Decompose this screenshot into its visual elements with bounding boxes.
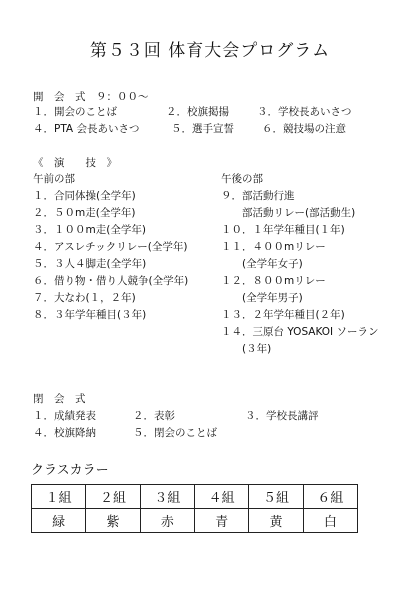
afternoon-item: １２．８００mリレー bbox=[221, 275, 326, 287]
class-cell: ３組 bbox=[140, 485, 194, 509]
afternoon-item: ９．部活動行進 bbox=[221, 190, 295, 202]
opening-item: ３．学校長あいさつ bbox=[257, 106, 352, 118]
closing-item: １．成績発表 bbox=[33, 410, 96, 422]
afternoon-item: (全学年男子) bbox=[242, 292, 303, 304]
afternoon-item: (全学年女子) bbox=[242, 258, 303, 270]
opening-item: １．開会のことば bbox=[33, 106, 117, 118]
closing-heading: 閉 会 式 bbox=[33, 393, 86, 405]
class-cell: １組 bbox=[32, 485, 86, 509]
afternoon-item: １４．三原台 YOSAKOI ソーラン bbox=[221, 326, 379, 338]
morning-item: ８．３年学年種目(３年) bbox=[33, 309, 147, 321]
opening-item: ５．選手宣誓 bbox=[171, 123, 234, 135]
page-title: 第５３回 体育大会プログラム bbox=[89, 41, 331, 61]
opening-item: ６．競技場の注意 bbox=[262, 123, 346, 135]
opening-heading: 開 会 式 ９：００～ bbox=[33, 91, 149, 103]
afternoon-item: １１．４００mリレー bbox=[221, 241, 326, 253]
morning-item: ７．大なわ(１，２年) bbox=[33, 292, 136, 304]
color-cell: 緑 bbox=[32, 509, 86, 533]
color-cell: 黄 bbox=[249, 509, 303, 533]
table-row bbox=[32, 509, 358, 533]
events-heading: 《 演 技 》 bbox=[33, 157, 117, 169]
color-cell: 紫 bbox=[86, 509, 140, 533]
class-colors-table bbox=[31, 484, 358, 533]
class-cell: ５組 bbox=[249, 485, 303, 509]
closing-item: ５．閉会のことば bbox=[133, 427, 217, 439]
table-row bbox=[32, 485, 358, 509]
color-cell: 白 bbox=[303, 509, 357, 533]
morning-item: ２．５０m走(全学年) bbox=[33, 207, 136, 219]
afternoon-label: 午後の部 bbox=[221, 173, 263, 185]
closing-item: ３．学校長講評 bbox=[245, 410, 319, 422]
morning-item: ６．借り物・借り人競争(全学年) bbox=[33, 275, 189, 287]
morning-label: 午前の部 bbox=[33, 173, 75, 185]
afternoon-item: １０．１年学年種目(１年) bbox=[221, 224, 345, 236]
class-cell: ６組 bbox=[303, 485, 357, 509]
color-cell: 赤 bbox=[140, 509, 194, 533]
class-cell: ４組 bbox=[194, 485, 248, 509]
closing-item: ４．校旗降納 bbox=[33, 427, 96, 439]
morning-item: １．合同体操(全学年) bbox=[33, 190, 136, 202]
morning-item: ３．１００m走(全学年) bbox=[33, 224, 146, 236]
opening-item: ２．校旗掲揚 bbox=[166, 106, 229, 118]
class-colors-heading: クラスカラー bbox=[31, 463, 109, 478]
afternoon-item: １３．２年学年種目(２年) bbox=[221, 309, 345, 321]
morning-item: ５．３人４脚走(全学年) bbox=[33, 258, 147, 270]
afternoon-item: 部活動リレー(部活動生) bbox=[242, 207, 356, 219]
morning-item: ４．アスレチックリレー(全学年) bbox=[33, 241, 188, 253]
color-cell: 青 bbox=[194, 509, 248, 533]
afternoon-item: (３年) bbox=[242, 343, 272, 355]
class-cell: ２組 bbox=[86, 485, 140, 509]
closing-item: ２．表彰 bbox=[133, 410, 175, 422]
opening-item: ４．PTA 会長あいさつ bbox=[33, 123, 140, 135]
